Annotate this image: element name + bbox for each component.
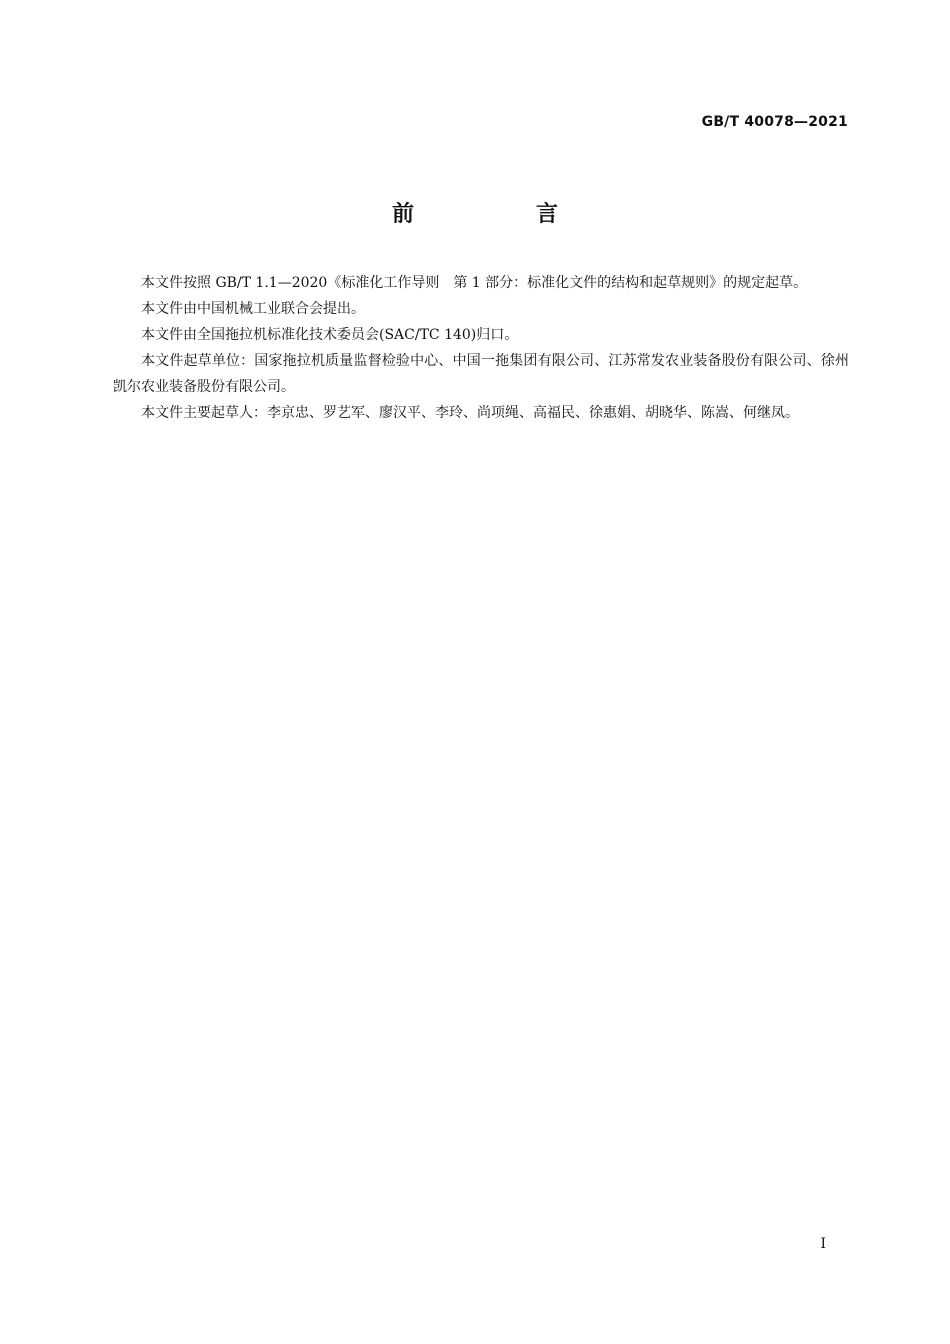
foreword-body (113, 270, 849, 426)
foreword-paragraph-proposer: 本文件由中国机械工业联合会提出。 (141, 301, 365, 317)
page-number: I (820, 1236, 826, 1252)
standard-code: GB/T 40078—2021 (701, 114, 848, 130)
page-title: 前 言 (391, 202, 608, 227)
foreword-paragraph-administration: 本文件由全国拖拉机标准化技术委员会(SAC/TC 140)归口。 (141, 327, 519, 343)
foreword-paragraph-drafting-rules: 本文件按照 GB/T 1.1—2020《标准化工作导则 第 1 部分：标准化文件的结构和起草规则》的规定起草。 (141, 275, 808, 291)
foreword-paragraph-drafting-units: 本文件起草单位：国家拖拉机质量监督检验中心、中国一拖集团有限公司、江苏常发农业装备股份有限公司、徐州凯尔农业装备股份有限公司。 (113, 353, 849, 395)
foreword-paragraph-drafters: 本文件主要起草人：李京忠、罗艺军、廖汉平、李玲、尚项绳、高福民、徐惠娟、胡晓华、陈嵩、何继凤。 (141, 405, 799, 421)
